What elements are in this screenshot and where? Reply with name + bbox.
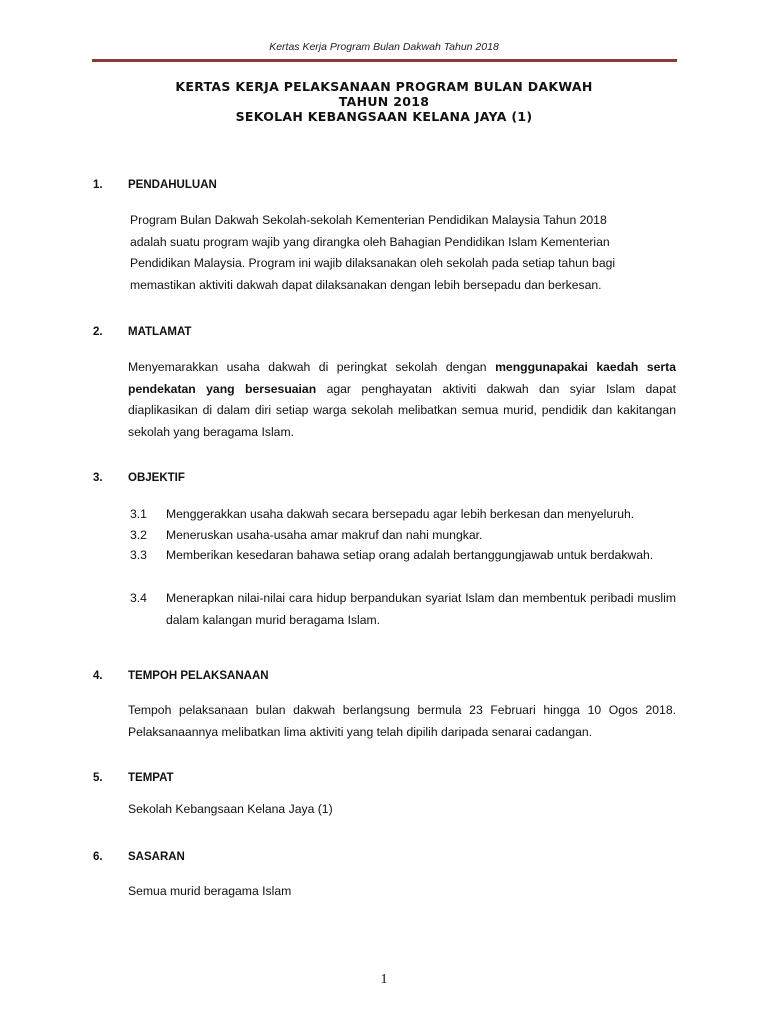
title-line-2: TAHUN 2018: [338, 94, 430, 109]
section-heading-objektif: OBJEKTIF: [128, 472, 185, 484]
section-paragraph-pendahuluan: [130, 210, 678, 296]
list-item: [130, 504, 676, 526]
section-number: 1.: [93, 179, 103, 191]
list-item-text: Meneruskan usaha-usaha amar makruf dan nahi mungkar.: [166, 528, 483, 542]
list-item-text: Menerapkan nilai-nilai cara hidup berpandukan syariat Islam dan membentuk peribadi muslim dalam kalangan murid beragama Islam.: [166, 591, 676, 627]
list-item-number: 3.3: [130, 548, 147, 562]
list-item-text: Menggerakkan usaha dakwah secara bersepadu agar lebih berkesan dan menyeluruh.: [166, 507, 635, 521]
section-number: 3.: [93, 472, 103, 484]
running-header: Kertas Kerja Program Bulan Dakwah Tahun 2018: [269, 41, 499, 53]
section-number: 5.: [93, 772, 103, 784]
document-title: [0, 79, 768, 124]
section-paragraph-tempoh: Tempoh pelaksanaan bulan dakwah berlangsung bermula 23 Februari hingga 10 Ogos 2018. Pelaksanaannya melibatkan lima aktiviti yang telah dipilih daripada senarai cadangan.: [128, 703, 676, 739]
list-item: [130, 588, 676, 631]
list-item: [130, 545, 676, 567]
header-rule: [92, 59, 677, 62]
section-heading-tempat: TEMPAT: [128, 772, 174, 784]
section-heading-tempoh-pelaksanaan: TEMPOH PELAKSANAAN: [128, 670, 269, 682]
page-number: 1: [380, 972, 388, 987]
section-heading-pendahuluan: PENDAHULUAN: [128, 179, 217, 191]
section-heading-matlamat: MATLAMAT: [128, 326, 192, 338]
section-number: 6.: [93, 851, 103, 863]
title-line-3: SEKOLAH KEBANGSAAN KELANA JAYA (1): [235, 109, 533, 124]
title-line-1: KERTAS KERJA PELAKSANAAN PROGRAM BULAN DAKWAH: [175, 79, 593, 94]
paragraph-line: Program Bulan Dakwah Sekolah-sekolah Kementerian Pendidikan Malaysia Tahun 2018: [130, 213, 607, 227]
list-item-number: 3.1: [130, 507, 147, 521]
list-item-text: Memberikan kesedaran bahawa setiap orang adalah bertanggungjawab untuk berdakwah.: [166, 548, 654, 562]
section-paragraph-matlamat: [128, 357, 676, 443]
paragraph-text: Menyemarakkan usaha dakwah di peringkat sekolah dengan: [128, 360, 496, 374]
list-item: [130, 525, 676, 547]
paragraph-bold-text: menggunapakai kaedah serta pendekatan yang bersesuaian: [128, 360, 676, 396]
list-item-number: 3.4: [130, 591, 147, 605]
paragraph-text: agar penghayatan aktiviti dakwah dan syiar Islam dapat diaplikasikan di dalam diri setiap warga sekolah melibatkan semua murid, pendidik dan kakitangan sekolah yang beragama Islam.: [128, 381, 677, 439]
section-number: 4.: [93, 670, 103, 682]
list-item-number: 3.2: [130, 528, 147, 542]
section-paragraph-tempat: Sekolah Kebangsaan Kelana Jaya (1): [128, 802, 333, 816]
paragraph-line: adalah suatu program wajib yang dirangka oleh Bahagian Pendidikan Islam Kementerian: [130, 234, 610, 249]
paragraph-line: Pendidikan Malaysia. Program ini wajib dilaksanakan oleh sekolah pada setiap tahun bagi: [130, 256, 616, 270]
section-paragraph-sasaran: Semua murid beragama Islam: [128, 884, 292, 898]
paragraph-line: memastikan aktiviti dakwah dapat dilaksanakan dengan lebih bersepadu dan berkesan.: [130, 277, 602, 292]
section-number: 2.: [93, 326, 103, 338]
section-heading-sasaran: SASARAN: [128, 851, 185, 863]
